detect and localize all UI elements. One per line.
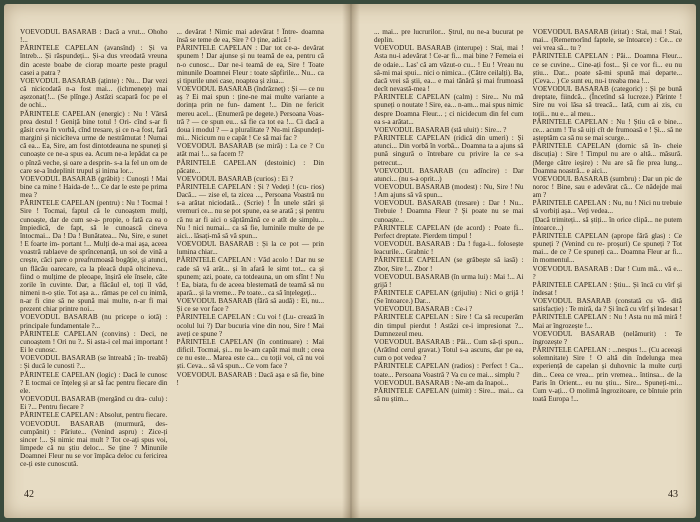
dialogue-paragraph: PĂRINTELE CAPELAN (dornic să în- cheie discuția) : Sire ! Timpul nu are o altă... măsură. (Merge către ieșire) : Nu are să fie prea lung... Doamna noastră... e aici... <box>532 142 682 175</box>
dialogue-paragraph: VOEVODUL BASARAB (tresare) : Dar ! Nu... Trebuie ! Doamna Fleur ? Și poate nu se mai cunoaște... <box>374 199 524 224</box>
dialogue-paragraph: VOEVODUL BASARAB : Păi... Cum să-ți spun... (Arătînd cerul gravat.) Totul s-a ascuns, dar pe ea, cum o pot vedea ? <box>374 337 524 363</box>
right-column-2 <box>533 28 683 500</box>
dialogue-paragraph: VOEVODUL BASARAB (mergând cu dra- culu) : Ei ?... Pentru fiecare ? <box>20 395 168 412</box>
dialogue-paragraph: VOEVODUL BASARAB (stă uluit) : Sire... ? <box>374 125 507 134</box>
left-page <box>4 4 344 518</box>
dialogue-paragraph: PĂRINTELE CAPELAN : Nu ! Asta nu mă miră ! Mai ar îngrozește !... <box>532 313 682 330</box>
dialogue-paragraph: PĂRINTELE CAPELAN (convins) : Deci, ne cunoaștem ! Ori nu ?.. Si asta-i cel mai important ! Ei le cunosc. <box>20 329 168 355</box>
dialogue-paragraph: PĂRINTELE CAPELAN (destoinic) : Din păcate... <box>176 158 324 175</box>
dialogue-paragraph: VOEVODUL BASARAB (nelămurit) : Te îngrozește ? <box>532 329 682 346</box>
page-number-right: 43 <box>668 489 678 500</box>
dialogue-paragraph: PĂRINTELE CAPELAN : Dar tot ce-a- devărat spunem ! Dar ajunse și nu teamă de ea, pentru că n-o cunosc... Dar ne-i teamă de ea, Sire ! Toate minunile Doamnei Fleur : toate săpfirile... Nu... ca și tipurile unei case, noaptea și ziua... <box>176 44 324 85</box>
right-page-columns <box>374 28 682 500</box>
left-column-2 <box>177 28 325 500</box>
dialogue-paragraph: PĂRINTELE CAPELAN (se grăbește să iasă) : Zbor, Sire !... Zbor ! <box>374 256 524 273</box>
dialogue-paragraph: VOEVODUL BASARAB (în urma lui) : Mai !... Ai grijă ! <box>374 272 524 289</box>
dialogue-paragraph: PĂRINTELE CAPELAN (aprope fără glas) : Ce spuneți ? (Venind cu re- proșuri) Ce spuneți ? Tot mai... de ce ? Ce spuneți ca... Doamna Fleur ar fi... în momentul... <box>532 231 682 265</box>
dialogue-paragraph: VOEVODUL BASARAB : Dar ! Cum mă... vă e... ? <box>532 264 682 281</box>
dialogue-paragraph: VOEVODUL BASARAB (interupe) : Stai, mai ! Asta nu-i adevărat ! Ce-ar fi... mai bine ? Femeia ei de odaie... Las' că am văzut-o cu... ! Eu ! Vreau nu să-mi mai spui... nici o nimica... (Către ceilalți). Ba, dacă vrei să știi, ea... e mai tânără și mai frumoasă decît nevastă-mea ! <box>374 44 524 94</box>
dialogue-paragraph: VOEVODUL BASARAB : Ne-am da înapoi... <box>374 378 509 387</box>
right-column-1 <box>374 28 524 500</box>
dialogue-paragraph: PĂRINTELE CAPELAN (în continuare) : Mai dificil. Tocmai, și... nu le-am capăt mai mult ; ceea ce nu este... Marea este ca... cu toții voi, că nu voi ști. Ceva... să vă spun... Ce vom face ? <box>176 337 324 371</box>
dialogue-paragraph: PĂRINTELE CAPELAN : Și ? Vedeți ! (cu- rios) Dacă... — zise el, ta zicea ..., Persoana Voastră nu s-a arătat niciodată... (Scrie) ! În unele stări și vremuri ce... nu se pot spune, ea se arată ; și pentru că nu ar fi aici o săptămână ce e atît de simplu... Nu ! nici numai... ca să fie, luminile multe de pe aici... lăsați-mă să vă spun... <box>176 182 324 240</box>
dialogue-paragraph: (Dacă trimiteți... să știți... în orice clipă... ne putem întoarce...) <box>532 215 682 232</box>
dialogue-paragraph: PĂRINTELE CAPELAN : Știu... Și încă cu vîrf și îndesat ! <box>532 280 682 297</box>
dialogue-paragraph: PĂRINTELE CAPELAN : Păi... Doamna Fleur... ce se cuvine... Cine-ați fost... Și ce vor fi... eu nu știu... Dar... poate să-mi spună mai departe... (Ceva... ) Ce sunt eu, nu-i treaba mea !... <box>532 52 682 85</box>
page-number-left: 42 <box>24 489 34 500</box>
dialogue-paragraph: VOEVODUL BASARAB (iritat) : Stai, mai ! Stai, mai... (Rememorînd faptele, se întoarce) : Ce... ce vei vrea să... tu ? <box>532 28 682 53</box>
dialogue-paragraph: VOEVODUL BASARAB (sumbru) : Dar un pic de noroc ! Bine, sau e adevărat că... Ce nădejde mai am ? <box>532 174 682 200</box>
left-column-1 <box>20 28 168 500</box>
dialogue-paragraph: VOEVODUL BASARAB (aținte) : Nu... Dar vezi că nicicodată n-a fost mai... (ichmenețe) mai așezonat(!... (Se plînge.) Astăzi scapară foc pe el de ochi... <box>20 76 168 110</box>
right-page <box>356 4 696 518</box>
dialogue-paragraph: PĂRINTELE CAPELAN : Nu, nu ! Nici nu trebuie să vorbiți așa... Veți vedea... <box>532 199 682 216</box>
dialogue-paragraph: PĂRINTELE CAPELAN (ridică din umeri) : Și atunci... Din vorbă în vorbă... Doamna ta a ajuns să pună singură o întrebare cu privire la ce s-a petrecut... <box>374 134 524 167</box>
dialogue-paragraph: ... devărat ! Nimic mai adevărat ! Între- doamna însă se teme de ea, Sire ? O ține, adică ! <box>176 28 324 45</box>
dialogue-paragraph: VOEVODUL BASARAB (îndrăzneț) : Și — ce nu aș ? Ei mai spun : ține-ne mai multe variante a dorința prin ne fun- dament !... Din ne fericit mereu acel... (Enumeră pe degete.) Persoana Voas- tră ? — ce spun eu... să fie ca tot ea !... Ci dacă a doua i modul ? — a pluralitate ? Nu-mi răspundeți-mi... Nicicum nu e capăt ! Ce să mai fac ? <box>176 85 324 143</box>
dialogue-paragraph: VOEVODUL BASARAB (se întreabă ; în- treabă) : Și ducă le cunosti ?... <box>20 354 168 371</box>
dialogue-paragraph: VOEVODUL BASARAB : Da ! fuga-i... folosește leacurile... Grabnic ! <box>374 240 524 257</box>
dialogue-paragraph: ... mai... pre lucrurilor... Ștrul, nu ne-a bucurat pe deplin. <box>374 28 524 45</box>
dialogue-paragraph: VOEVODUL BASARAB (cu adîncire) : Dar atunci... (nu s-a oprit...) <box>374 166 524 183</box>
dialogue-paragraph: VOEVODUL BASARAB : Și la ce pot — prin lumina chiar... <box>176 240 324 257</box>
dialogue-paragraph: PĂRINTELE CAPELAN : Absolut, pentru fiecare. <box>20 411 168 420</box>
dialogue-paragraph: VOEVODUL BASARAB : Dacă a vrut... Ohoho !... <box>20 28 168 45</box>
dialogue-paragraph: PĂRINTELE CAPELAN (energic) : Nu ! Vărsă prea destul ! Geniță bine totul ! Ori- cînd s-ar fi găsit ceva în vorbă, cînd tresare, și ce n-a fost, fară margini și nicicîteva urme de nestrămutat ! Numai că ea... Ea, Sire, am fost dintotdeauna ne spuneți și cunoaște ce ne-a spus ea. Acum ne-a lepădat ca pe o pînză veche, și oare a desprin- s-a la fel un om de care se-a îndeplinit trupul și inima lor... <box>20 109 168 175</box>
book-spread <box>4 4 696 518</box>
dialogue-paragraph: VOEVODUL BASARAB (se miră) : La ce ? Cu atât mai !... sa facem !? <box>176 142 324 159</box>
dialogue-paragraph: PĂRINTELE CAPELAN : Nu ! Știu că e bine... ce... acum ! Tu să uiți cît de frumoasă e ! Și... să ne așteptăm ca să nu se mai scurge... <box>532 117 682 143</box>
dialogue-paragraph: PĂRINTELE CAPELAN (radios) : Perfect ! Ca... toate... Persoana Voastră ? Va cu ce mai... simplu ? <box>374 362 524 379</box>
dialogue-paragraph: VOEVODUL BASARAB (categoric) : Și pe bună dreptate, fiindcă... (Încetînd să lucreze.) Părinte ! Sire nu voi lăsa să treacă... Iată, cum ai zis, cu toții... nu e... al meu... <box>532 85 682 118</box>
left-page-columns <box>20 28 324 500</box>
dialogue-paragraph: PĂRINTELE CAPELAN (avansînd) : Și va întreb... Și răspundeți... Și-a dus vreodată vreuna din aceste boabe de ciorap moarte peste pragul casei a patra ? <box>20 44 168 77</box>
dialogue-paragraph: VOEVODUL BASARAB (curios) : Ei ? <box>176 174 294 183</box>
dialogue-paragraph: PĂRINTELE CAPELAN (pentru) : Nu ! Tocmai ! Sire ! Tocmai, faptul că le cunoaștem mulți, cunoaște, dar de cum se-a- propie, o fată ca ea o împiedică, de fapt, să le cunoască cineva întocmai... Da ! Da ! Bunătatea... Nu, Sire, e sunet ! E foarte im- portant !... Mulți de-a mai așa, aceea voastră rablaeve de sprîncenanță, un soi de vină a crește, căci pare o preafrumoasă bogăție, și atunci, un flăcău oarecare, ca la pleacă după oltcineva... fiind o mulțime de pleoape, înșiră ele însele, câte zorile în cuvinte. Dar, a flăcăul el, toți îl văd, nimeni n-o știe. Tot așa a... rămas pe cel cu inimă, n-ar fi cine să ne spună mai multe, n-ar fi mai prezent chiar printre noi... <box>20 199 168 314</box>
dialogue-paragraph: VOEVODUL BASARAB (modest) : Nu, Sire ! Nu ! Am ajuns să vă spun... <box>374 182 524 200</box>
dialogue-paragraph: PĂRINTELE CAPELAN : Sire ! Ca să recuperăm din timpul pierdut ! Astăzi ce-i impresionat ?... Dumnezeul meu. <box>374 313 524 338</box>
dialogue-paragraph: VOEVODUL BASARAB (constată cu vă- dită satisfacție) : Te miră, da ? Și încă cu vîrf și îndesat ! <box>532 297 682 314</box>
dialogue-paragraph: VOEVODUL BASARAB (murmură, des- cumpănit) : Păriute... (Venind aspru) : Zice-ți sincer !... Și nimic mai mult ? Tot ce-ați spus voi, limpede că nu știu deloc... Se ține ? Minunile Doamnei Fleur nu se vor împăca deloc cu fericirea ce-ți este cunoscută. <box>20 419 168 469</box>
dialogue-paragraph: VOEVODUL BASARAB (nu pricepe o iotă) : principale fundamentale ?... <box>20 313 168 330</box>
dialogue-paragraph: PĂRINTELE CAPELAN (uimit) : Sire... mai... ca să nu știm... <box>374 386 524 404</box>
dialogue-paragraph: VOEVODUL BASARAB : Ce-i ? <box>374 305 473 314</box>
dialogue-paragraph: VOEVODUL BASARAB : Dacă așa e să fie, bine ! <box>176 370 324 387</box>
dialogue-paragraph: PĂRINTELE CAPELAN (grijuliu) : Nici o grijă ! (Se întoarce.) Dar... <box>374 289 524 306</box>
dialogue-paragraph: VOEVODUL BASARAB (grăbit) : Cunoști ! Mai bine ca mine ! Haida-de !... Ce dar le este pe prima mea ? <box>20 174 168 200</box>
dialogue-paragraph: PĂRINTELE CAPELAN : Cu voi ! (Lu- crează în ocolul lui ?) Dar bucuria vine din nou, Sire ! Mai aveți ce spune ? <box>176 313 324 338</box>
dialogue-paragraph: PĂRINTELE CAPELAN (de acord) : Poate fi... Perfect dreptate. Pierdem timpul ! <box>374 223 524 240</box>
dialogue-paragraph: PĂRINTELE CAPELAN : ...nespus !... (Cu aceeași solemnitate) Sire ! O altă din îndelunga mea experiență de capelan și duhovnic la multe curți din... Ceea ce vrea... prin vremea... întinsa... de la Paris în Orient... eu nu știu... Sire... Spuneți-mi... Cum v-ați... O molimă îngrozitoare, ce bîntuie prin toată Europa !... <box>532 346 682 404</box>
dialogue-paragraph: VOEVODUL BASARAB (fără să audă) : Ei, nu... Și ce se vor face ? <box>176 297 324 314</box>
dialogue-paragraph: PĂRINTELE CAPELAN (logic) : Dacă le cunosc ? E tocmai ce înțeleg și ar să fac pentru fiecare din ele. <box>20 370 168 395</box>
dialogue-paragraph: PĂRINTELE CAPELAN (calm) : Sire... Nu mă spuneți o noutate ! Sire, ea... n-am... mai spus nimic despre Doamna Fleur... ; ci nicidecum din fel cum ea s-a arătat... <box>374 93 524 126</box>
dialogue-paragraph: PĂRINTELE CAPELAN : Văd acolo ! Dar nu se cade să vă arăt... și în afară le simt tot... ca și spunem; azi, poate, ca totdeauna, un om sfînt ! Nu ! Ea, biata, fu de aceea blestemată de teamă să nu apară... și la vreme... Pe toate... ca să înțelegeți... <box>176 256 324 297</box>
